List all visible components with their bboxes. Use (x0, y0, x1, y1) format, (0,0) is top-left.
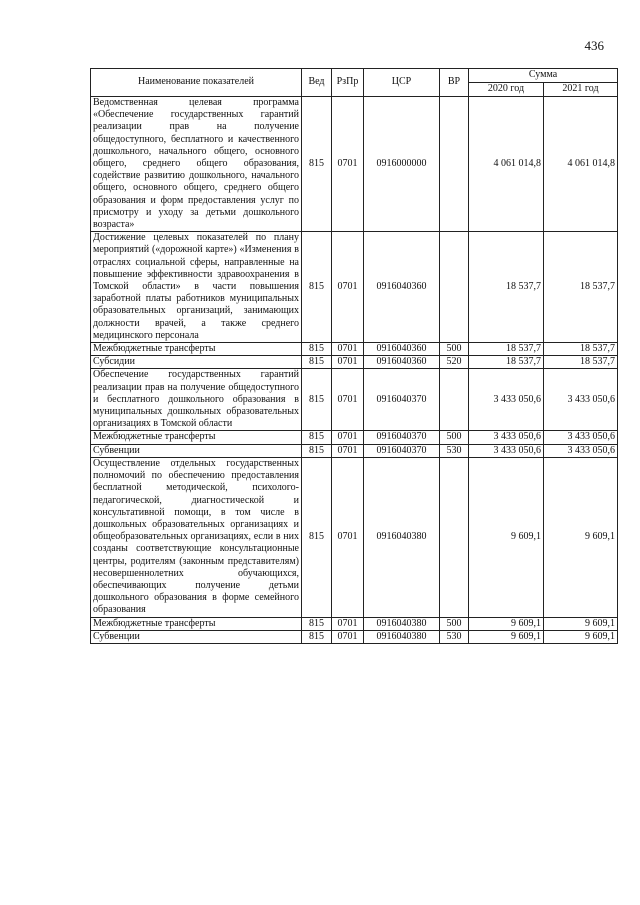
row-sum-2021: 18 537,7 (544, 356, 618, 369)
table-row (91, 369, 618, 431)
row-rzpr: 0701 (332, 444, 364, 457)
row-name: Ведомственная целевая программа «Обеспечение государственных гарантий реализации прав на получение общедоступного, бесплатного и качественного дошкольного, начального общего, основного общего, среднего общего образования, содействие развитию дошкольного, начального общего, основного общего, среднего общего образования и форм предоставления услуг по присмотру и уходу за детьми дошкольного возраста» (91, 97, 302, 232)
row-sum-2021: 18 537,7 (544, 232, 618, 343)
row-name: Межбюджетные трансферты (91, 343, 302, 356)
row-rzpr: 0701 (332, 97, 364, 232)
table-body (91, 97, 618, 644)
row-sum-2021: 9 609,1 (544, 457, 618, 617)
row-sum-2020: 3 433 050,6 (469, 369, 544, 431)
row-ved: 815 (302, 630, 332, 643)
table-row (91, 356, 618, 369)
budget-table (90, 68, 618, 644)
table-row (91, 97, 618, 232)
row-ved: 815 (302, 343, 332, 356)
row-rzpr: 0701 (332, 630, 364, 643)
row-sum-2020: 9 609,1 (469, 457, 544, 617)
row-vr (440, 457, 469, 617)
header-sum: Сумма (469, 69, 618, 83)
header-year-2021: 2021 год (544, 83, 618, 97)
table-row (91, 232, 618, 343)
row-rzpr: 0701 (332, 232, 364, 343)
row-name: Осуществление отдельных государственных полномочий по обеспечению предоставления бесплатной методической, психолого-педагогической, диагностической и консультативной помощи, в том числе в дошкольных образовательных организациях и общеобразовательных организациях, если в них созданы соответствующие консультационные центры, родителям (законным представителям) несовершеннолетних обучающихся, обеспечивающих получение детьми дошкольного образования в форме семейного образования (91, 457, 302, 617)
row-name: Субвенции (91, 630, 302, 643)
row-vr: 500 (440, 431, 469, 444)
table-row (91, 630, 618, 643)
row-rzpr: 0701 (332, 356, 364, 369)
row-csr: 0916040360 (364, 356, 440, 369)
row-sum-2021: 4 061 014,8 (544, 97, 618, 232)
row-sum-2020: 4 061 014,8 (469, 97, 544, 232)
row-name: Субсидии (91, 356, 302, 369)
table-row (91, 343, 618, 356)
row-sum-2021: 3 433 050,6 (544, 444, 618, 457)
row-csr: 0916040380 (364, 457, 440, 617)
row-rzpr: 0701 (332, 343, 364, 356)
row-sum-2020: 18 537,7 (469, 232, 544, 343)
row-ved: 815 (302, 232, 332, 343)
row-vr: 500 (440, 617, 469, 630)
row-rzpr: 0701 (332, 369, 364, 431)
row-sum-2020: 3 433 050,6 (469, 431, 544, 444)
row-ved: 815 (302, 617, 332, 630)
table-row (91, 444, 618, 457)
row-csr: 0916040370 (364, 369, 440, 431)
row-sum-2021: 3 433 050,6 (544, 369, 618, 431)
row-name: Межбюджетные трансферты (91, 431, 302, 444)
table-row (91, 431, 618, 444)
row-name: Межбюджетные трансферты (91, 617, 302, 630)
row-csr: 0916040370 (364, 444, 440, 457)
row-vr: 520 (440, 356, 469, 369)
header-ved: Вед (302, 69, 332, 97)
row-vr (440, 232, 469, 343)
row-csr: 0916040380 (364, 617, 440, 630)
row-sum-2020: 18 537,7 (469, 356, 544, 369)
page-number: 436 (584, 38, 604, 53)
row-ved: 815 (302, 444, 332, 457)
row-sum-2021: 9 609,1 (544, 630, 618, 643)
row-sum-2020: 9 609,1 (469, 630, 544, 643)
header-name: Наименование показателей (91, 69, 302, 97)
row-sum-2020: 3 433 050,6 (469, 444, 544, 457)
row-sum-2020: 18 537,7 (469, 343, 544, 356)
row-rzpr: 0701 (332, 457, 364, 617)
row-vr: 500 (440, 343, 469, 356)
row-csr: 0916040360 (364, 232, 440, 343)
row-csr: 0916040380 (364, 630, 440, 643)
row-name: Обеспечение государственных гарантий реализации прав на получение общедоступного и бесплатного дошкольного образования в муниципальных дошкольных образовательных организациях в Томской области (91, 369, 302, 431)
row-name: Субвенции (91, 444, 302, 457)
table-row (91, 457, 618, 617)
row-ved: 815 (302, 97, 332, 232)
header-rzpr: РзПр (332, 69, 364, 97)
row-ved: 815 (302, 369, 332, 431)
row-vr: 530 (440, 444, 469, 457)
row-sum-2021: 18 537,7 (544, 343, 618, 356)
row-name: Достижение целевых показателей по плану мероприятий («дорожной карте») «Изменения в отраслях социальной сферы, направленные на повышение эффективности здравоохранения в Томской области» в части повышения заработной платы работников муниципальных образовательных организаций, занимающих должности врачей, а также среднего медицинского персонала (91, 232, 302, 343)
row-vr (440, 369, 469, 431)
row-vr (440, 97, 469, 232)
header-year-2020: 2020 год (469, 83, 544, 97)
table-header (91, 69, 618, 97)
table-row (91, 617, 618, 630)
row-sum-2020: 9 609,1 (469, 617, 544, 630)
row-vr: 530 (440, 630, 469, 643)
row-sum-2021: 9 609,1 (544, 617, 618, 630)
row-ved: 815 (302, 457, 332, 617)
header-csr: ЦСР (364, 69, 440, 97)
row-ved: 815 (302, 431, 332, 444)
row-rzpr: 0701 (332, 431, 364, 444)
row-csr: 0916040360 (364, 343, 440, 356)
row-rzpr: 0701 (332, 617, 364, 630)
row-csr: 0916040370 (364, 431, 440, 444)
header-vr: ВР (440, 69, 469, 97)
row-sum-2021: 3 433 050,6 (544, 431, 618, 444)
row-ved: 815 (302, 356, 332, 369)
row-csr: 0916000000 (364, 97, 440, 232)
